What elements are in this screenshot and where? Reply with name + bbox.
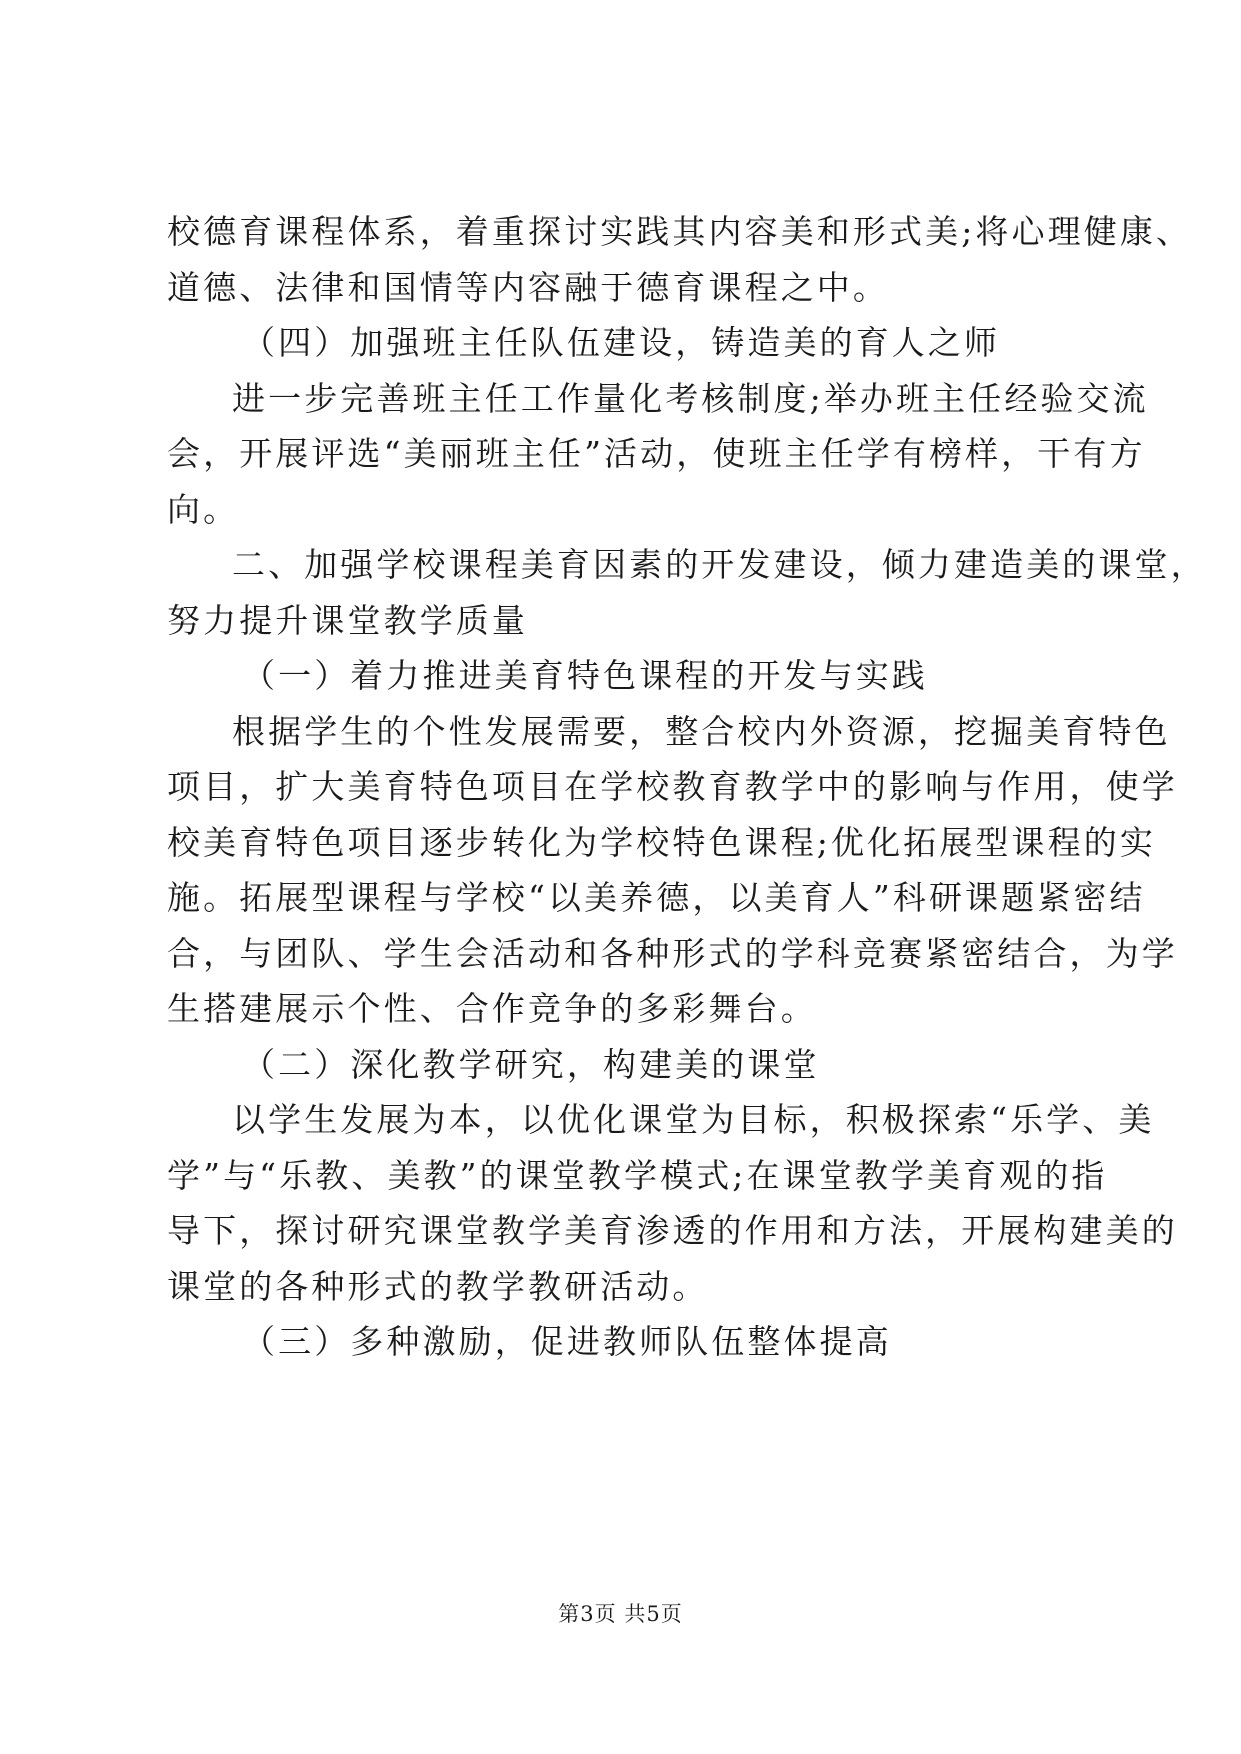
body-text-line: 校美育特色项目逐步转化为学校特色课程;优化拓展型课程的实 xyxy=(167,823,1156,862)
body-text-line: 校德育课程体系，着重探讨实践其内容美和形式美;将心理健康、 xyxy=(167,212,1193,251)
body-text-line: 道德、法律和国情等内容融于德育课程之中。 xyxy=(167,268,889,307)
body-text-line: 进一步完善班主任工作量化考核制度;举办班主任经验交流 xyxy=(232,379,1149,418)
section-heading: （三）多种激励，促进教师队伍整体提高 xyxy=(242,1322,892,1361)
section-heading: 二、加强学校课程美育因素的开发建设，倾力建造美的课堂， xyxy=(232,545,1207,584)
section-heading: 努力提升课堂教学质量 xyxy=(167,601,528,640)
body-text-line: 课堂的各种形式的教学教研活动。 xyxy=(167,1267,709,1306)
body-text-line: 学”与“乐教、美教”的课堂教学模式;在课堂教学美育观的指 xyxy=(167,1156,1108,1195)
body-text-line: 生搭建展示个性、合作竞争的多彩舞台。 xyxy=(167,989,817,1028)
body-text-line: 根据学生的个性发展需要，整合校内外资源，挖掘美育特色 xyxy=(232,712,1171,751)
body-text-line: 会，开展评选“美丽班主任”活动，使班主任学有榜样，干有方 xyxy=(167,434,1146,473)
section-heading: （四）加强班主任队伍建设，铸造美的育人之师 xyxy=(242,323,1001,362)
body-text-line: 以学生发展为本，以优化课堂为目标，积极探索“乐学、美 xyxy=(232,1100,1155,1139)
body-text-line: 导下，探讨研究课堂教学美育渗透的作用和方法，开展构建美的 xyxy=(167,1211,1178,1250)
body-text-line: 项目，扩大美育特色项目在学校教育教学中的影响与作用，使学 xyxy=(167,767,1178,806)
section-heading: （二）深化教学研究，构建美的课堂 xyxy=(242,1045,820,1084)
page-footer: 第3页 共5页 xyxy=(558,1602,683,1626)
body-text-line: 合，与团队、学生会活动和各种形式的学科竞赛紧密结合，为学 xyxy=(167,934,1178,973)
body-text-line: 向。 xyxy=(167,490,240,529)
section-heading: （一）着力推进美育特色课程的开发与实践 xyxy=(242,656,928,695)
body-text-line: 施。拓展型课程与学校“以美养德，以美育人”科研课题紧密结 xyxy=(167,878,1146,917)
